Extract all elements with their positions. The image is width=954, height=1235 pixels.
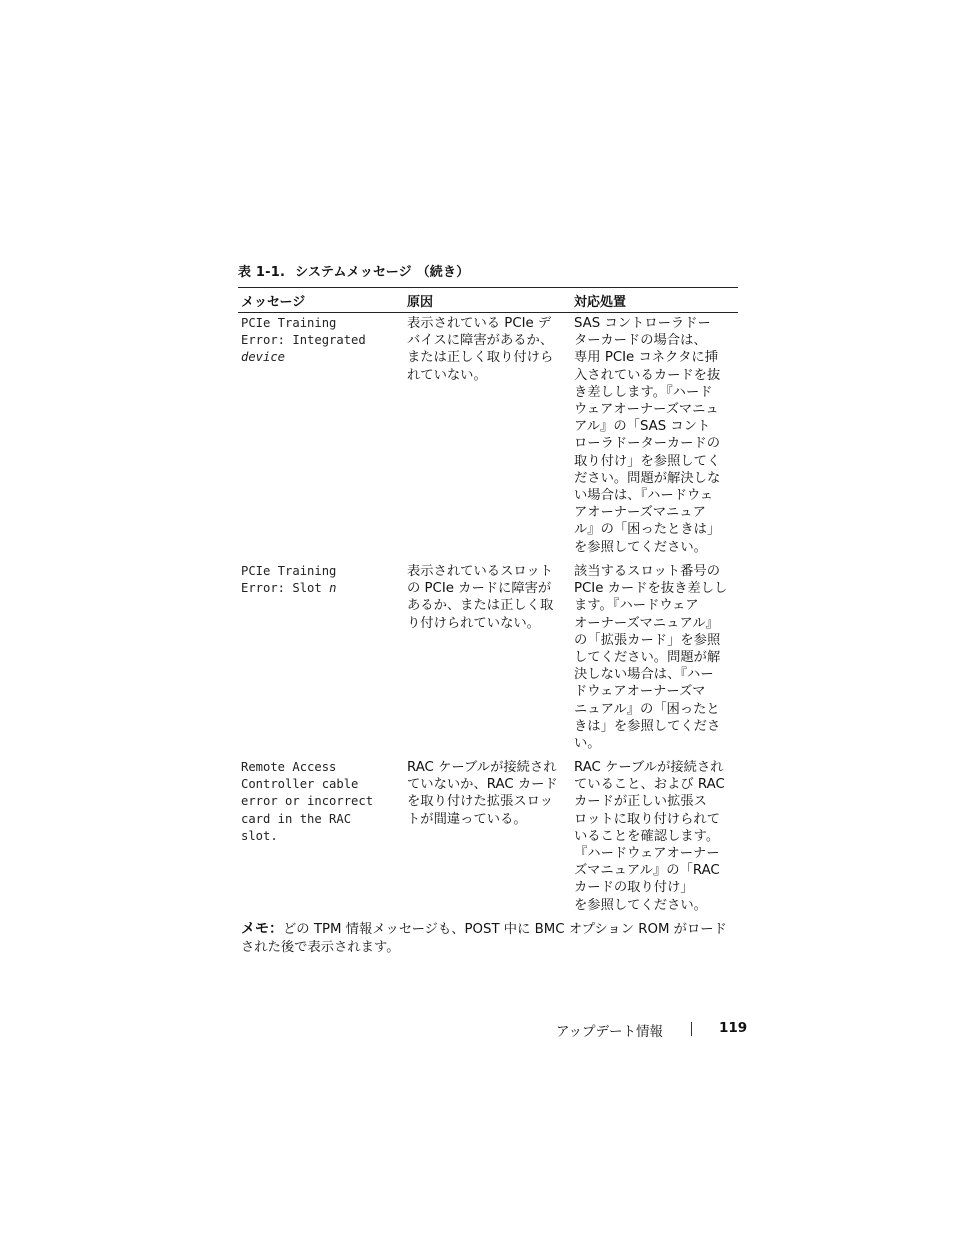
row-3-action: RAC ケーブルが接続され ていること、および RAC カードが正しい拡張ス ロットに取り付けられて いることを確認します。 『ハードウェアオーナー ズマニュアル』の「RAC カードの取り付け」 を参照してください。 <box>574 760 725 913</box>
row-2-message-variable: n <box>329 581 337 596</box>
note <box>241 921 741 956</box>
row-3-cause: RAC ケーブルが接続され ていないか、RAC カード を取り付けた拡張スロッ トが間違っている。 <box>407 760 558 827</box>
table-caption <box>238 261 469 280</box>
row-2-action: 該当するスロット番号の PCIe カードを抜き差しし ます。『ハードウェア オーナーズマニュアル』 の「拡張カード」を参照 してください。問題が解 決しない場合は、『ハー ドウェアオーナーズマ ニュアル』の「困ったと きは」を参照してくださ い。 <box>574 564 728 752</box>
table-title: システムメッセージ （続き） <box>295 265 470 280</box>
row-1-action: SAS コントローラドー ターカードの場合は、 専用 PCIe コネクタに挿 入されているカードを抜 き差しします。『ハード ウェアオーナーズマニュ アル』の「SAS コント ローラドーターカードの 取り付け」を参照してく ださい。問題が解決しな い場合は、『ハードウェ アオーナーズマニュア ル』の「困ったときは」 を参照してください。 <box>574 316 721 555</box>
page-number: 119 <box>719 1020 748 1036</box>
note-text: どの TPM 情報メッセージも、POST 中に BMC オプション ROM がロード された後で表示されます。 <box>241 922 727 955</box>
header-action: 対応処置 <box>574 295 627 310</box>
row-1-cause: 表示されている PCIe デ バイスに障害があるか、 または正しく取り付けら れていない。 <box>407 316 554 383</box>
row-1-message: PCIe Training Error: Integrated device <box>241 316 366 365</box>
table-number: 表 1-1. <box>238 265 286 280</box>
footer-section-title: アップデート情報 <box>556 1024 664 1040</box>
table-top-rule <box>238 287 738 288</box>
row-2-message: PCIe Training Error: Slot n <box>241 564 337 596</box>
table-header-rule <box>238 312 738 313</box>
row-3-message: Remote Access Controller cable error or incorrect card in the RAC slot. <box>241 760 374 843</box>
header-message: メッセージ <box>241 295 306 310</box>
row-2-cause: 表示されているスロット の PCIe カードに障害が あるか、または正しく取 り付けられていない。 <box>407 564 554 631</box>
header-cause: 原因 <box>407 295 434 310</box>
row-1-message-variable: device <box>241 350 286 365</box>
note-label: メモ： <box>241 921 283 937</box>
footer-separator <box>691 1022 692 1036</box>
